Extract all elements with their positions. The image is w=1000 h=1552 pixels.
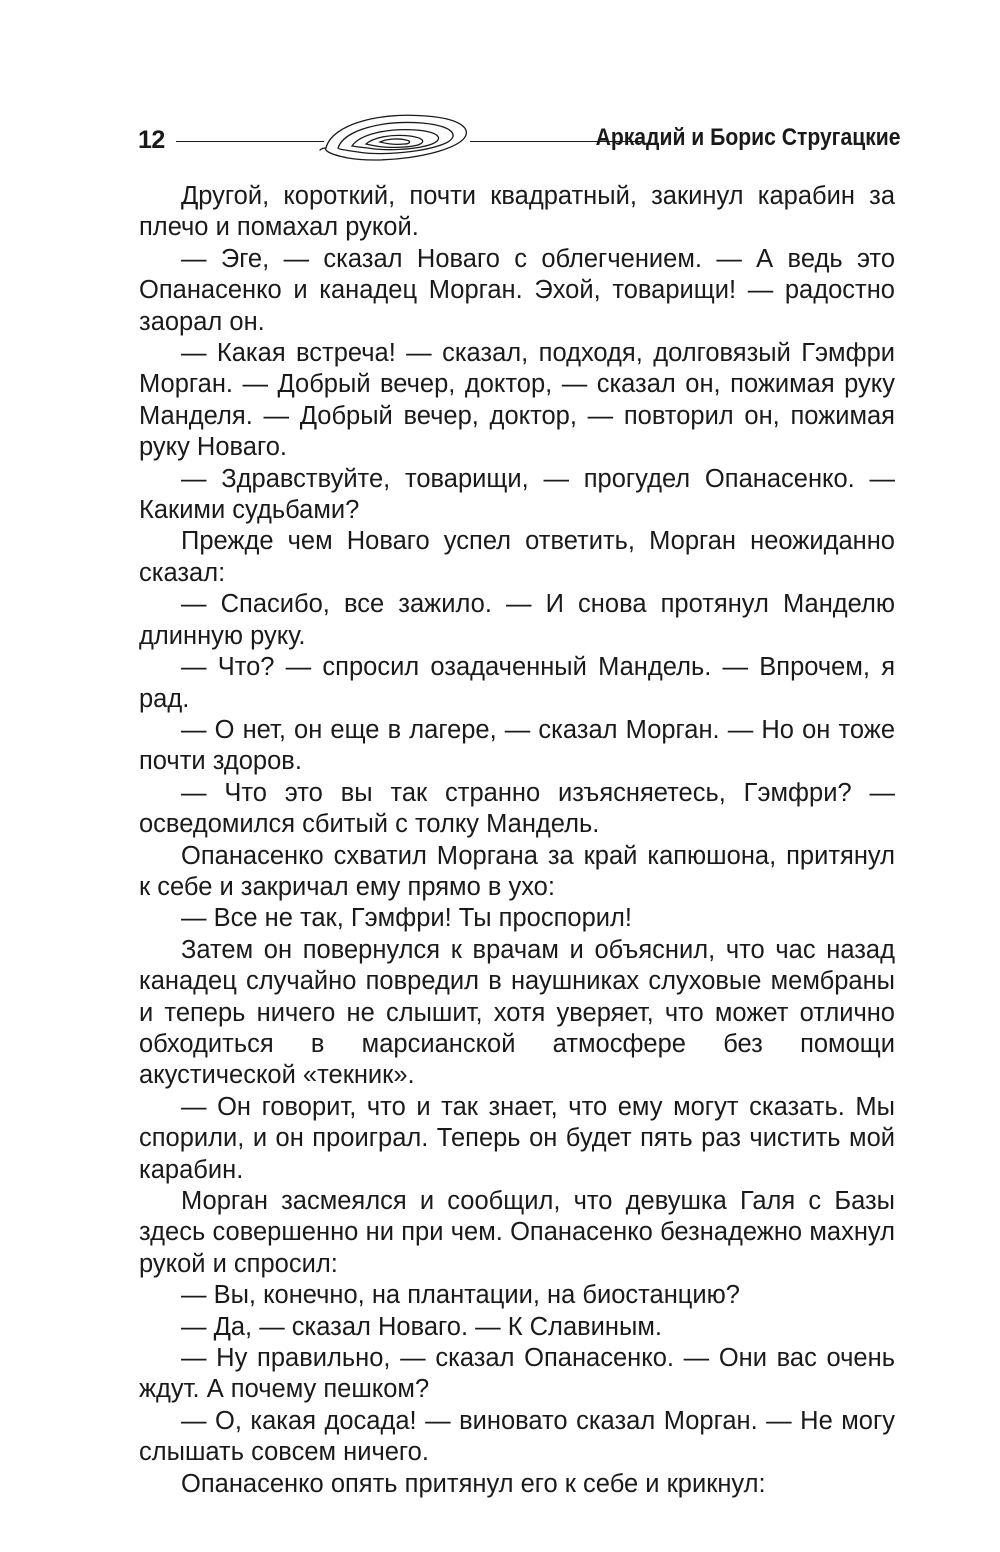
page-header (138, 108, 901, 168)
body-text (139, 181, 895, 1500)
spiral-emblem-icon (318, 108, 478, 168)
paragraph: Опанасенко опять притянул его к себе и крикнул: (181, 1469, 766, 1498)
paragraph: — Эге, — сказал Новаго с облегчением. — А ведь это Опанасенко и канадец Морган. Эхой, товарищи! — радостно заорал он. (139, 244, 895, 336)
paragraph: — Да, — сказал Новаго. — К Славиным. (181, 1312, 662, 1341)
paragraph: — Все не так, Гэмфри! Ты проспорил! (181, 904, 632, 933)
paragraph: — Что это вы так странно изъясняетесь, Гэмфри? — осведомился сбитый с толку Мандель. (139, 778, 895, 839)
paragraph: Морган засмеялся и сообщил, что девушка Галя с Базы здесь совершенно ни при чем. Опанасенко безнадежно махнул рукой и спросил: (139, 1187, 895, 1278)
header-rule-left (176, 141, 324, 142)
running-head: Аркадий и Борис Стругацкие (596, 124, 901, 151)
paragraph: — Вы, конечно, на плантации, на биостанцию? (181, 1281, 740, 1310)
paragraph: — Здравствуйте, товарищи, — прогудел Опанасенко. — Какими судьбами? (139, 464, 895, 525)
paragraph: Прежде чем Новаго успел ответить, Морган неожиданно сказал: (139, 527, 895, 587)
paragraph: — О, какая досада! — виновато сказал Морган. — Не могу слышать совсем ничего. (139, 1406, 895, 1467)
paragraph: — Он говорит, что и так знает, что ему могут сказать. Мы спорили, и он проиграл. Теперь он будет пять раз чистить мой карабин. (139, 1092, 895, 1184)
paragraph: — Спасибо, все зажило. — И снова протянул Манделю длинную руку. (139, 590, 895, 650)
paragraph: Другой, короткий, почти квадратный, закинул карабин за плечо и помахал рукой. (139, 182, 895, 242)
paragraph: — О нет, он еще в лагере, — сказал Морган. — Но он тоже почти здоров. (139, 715, 895, 776)
paragraph: Опанасенко схватил Моргана за край капюшона, притянул к себе и закричал ему прямо в ухо: (139, 841, 895, 901)
paragraph: Затем он повернулся к врачам и объяснил, что час назад канадец случайно повредил в наушниках слуховые мембраны и теперь ничего не слышит, хотя уверяет, что может отлично обходиться в марсианской атмосфере без помощи акустической «текник». (139, 935, 895, 1090)
paragraph: — Что? — спросил озадаченный Мандель. — Впрочем, я рад. (139, 653, 895, 713)
page-number: 12 (138, 126, 165, 154)
paragraph: — Какая встреча! — сказал, подходя, долговязый Гэмфри Морган. — Добрый вечер, доктор, — сказал он, пожимая руку Манделя. — Добрый вечер, доктор, — повторил он, пожимая руку Новаго. (139, 339, 895, 462)
paragraph: — Ну правильно, — сказал Опанасенко. — Они вас очень ждут. А почему пешком? (139, 1344, 895, 1404)
